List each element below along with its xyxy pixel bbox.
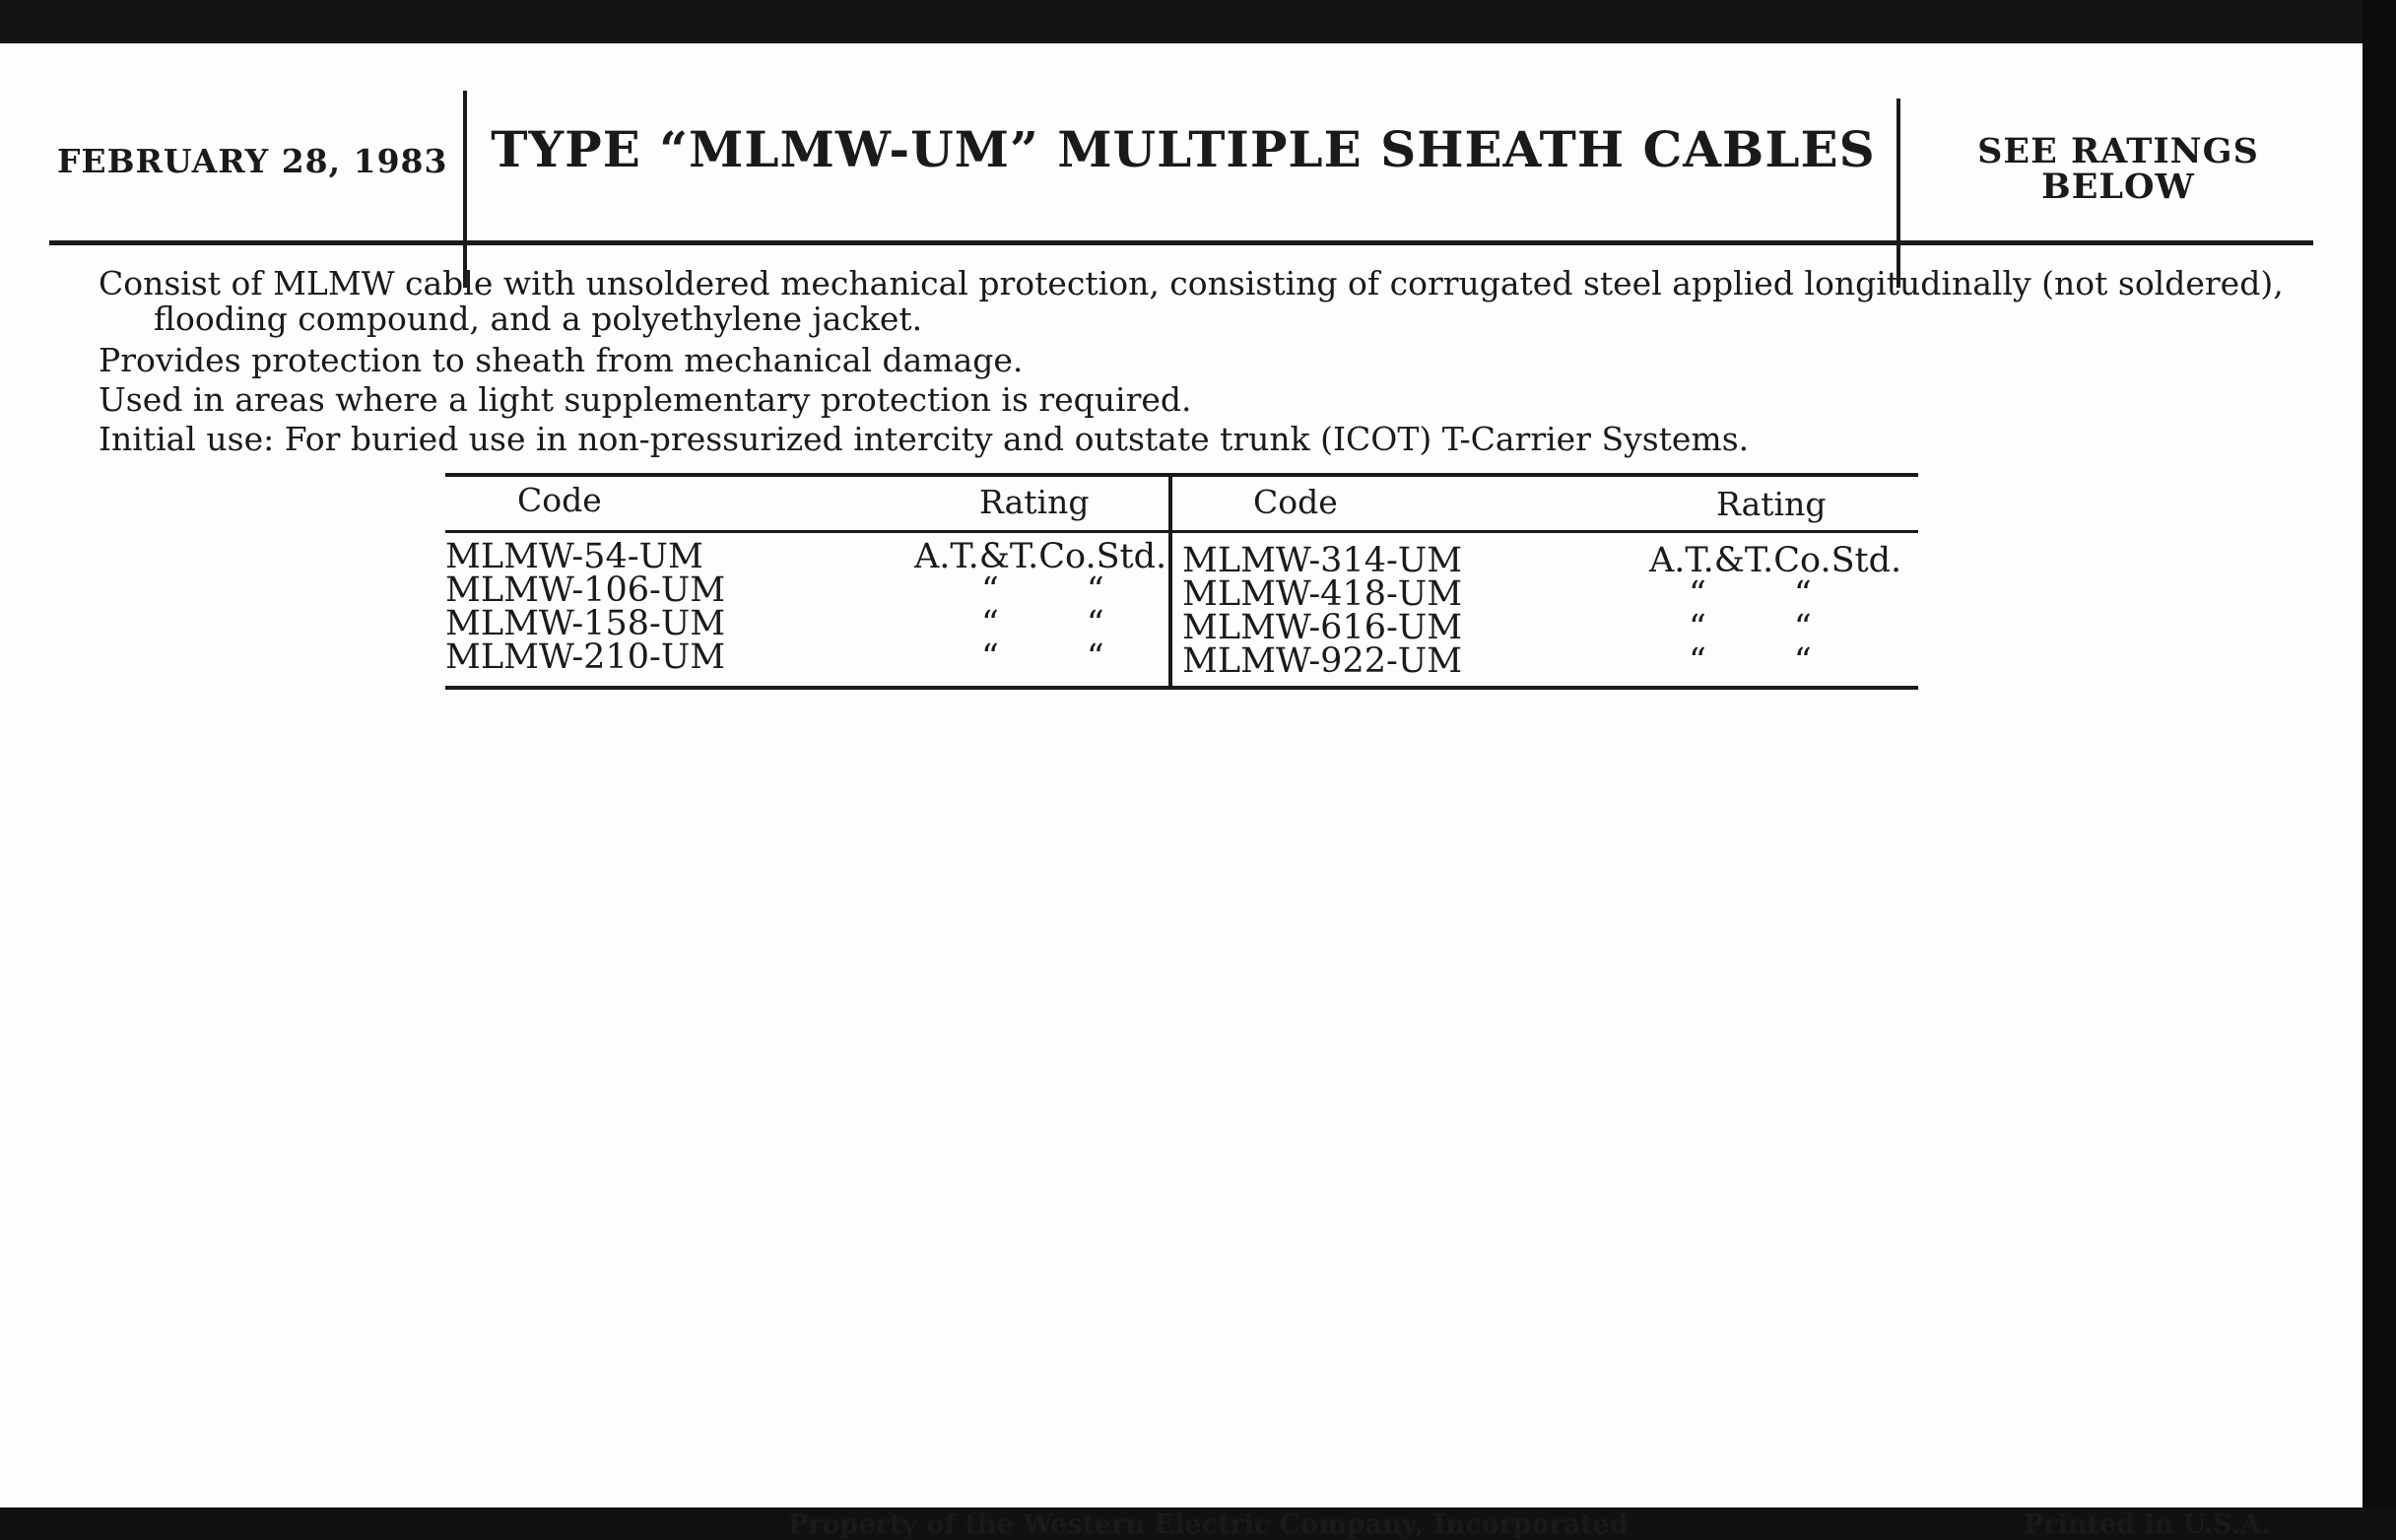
description-paragraph: Consist of MLMW cable with unsoldered mechanical protection, consisting of corrugated steel applied longitudinally (not soldered), flooding compound, and a polyethylene jacket.	[99, 264, 2284, 338]
header-divider-left	[463, 91, 467, 288]
description-paragraph: Used in areas where a light supplementary protection is required.	[99, 380, 1192, 419]
table-cell-rating: “ “	[1689, 608, 1812, 647]
table-cell-code: MLMW-210-UM	[445, 637, 726, 677]
table-cell-rating: “ “	[1689, 574, 1812, 614]
table-cell-rating: “ “	[981, 570, 1104, 610]
table-top-rule	[445, 473, 1918, 477]
document-card	[0, 43, 2363, 1540]
table-header-rating: Rating	[979, 483, 1090, 521]
ratings-note-line1: SEE RATINGS	[1977, 131, 2259, 171]
table-bottom-rule	[445, 686, 1918, 690]
table-cell-rating: “ “	[981, 604, 1104, 643]
table-cell-code: MLMW-418-UM	[1182, 574, 1463, 614]
table-cell-code: MLMW-158-UM	[445, 604, 726, 643]
footer-property: Property of the Western Electric Company, Incorporated	[788, 1509, 1629, 1540]
table-header-code: Code	[517, 481, 602, 519]
table-column-divider	[1168, 475, 1172, 690]
table-cell-code: MLMW-616-UM	[1182, 608, 1463, 647]
ratings-note	[1901, 131, 2335, 207]
table-cell-code: MLMW-106-UM	[445, 570, 726, 610]
scan-right-border	[2363, 0, 2396, 1507]
table-cell-rating: “ “	[1689, 641, 1812, 681]
ratings-note-line2: BELOW	[2041, 167, 2195, 207]
table-cell-code: MLMW-922-UM	[1182, 641, 1463, 681]
table-cell-code: MLMW-314-UM	[1182, 541, 1463, 580]
table-cell-code: MLMW-54-UM	[445, 537, 703, 576]
table-header-rule	[445, 530, 1918, 533]
description-paragraph: Initial use: For buried use in non-pressurized intercity and outstate trunk (ICOT) T-Carrier Systems.	[99, 420, 1750, 458]
description-paragraph: Provides protection to sheath from mechanical damage.	[99, 341, 1024, 379]
document-title: TYPE “MLMW-UM” MULTIPLE SHEATH CABLES	[491, 120, 1876, 178]
footer-printed: Printed in U.S.A.	[2024, 1509, 2271, 1540]
table-cell-rating: A.T.&T.Co.Std.	[914, 537, 1167, 576]
table-cell-rating: “ “	[981, 637, 1104, 677]
header-rule	[49, 240, 2313, 245]
header-divider-right	[1897, 99, 1900, 288]
table-header-code: Code	[1253, 483, 1338, 521]
scan-top-border	[0, 0, 2396, 43]
table-cell-rating: A.T.&T.Co.Std.	[1649, 541, 1902, 580]
table-header-rating: Rating	[1716, 485, 1827, 523]
document-date: FEBRUARY 28, 1983	[57, 142, 448, 180]
